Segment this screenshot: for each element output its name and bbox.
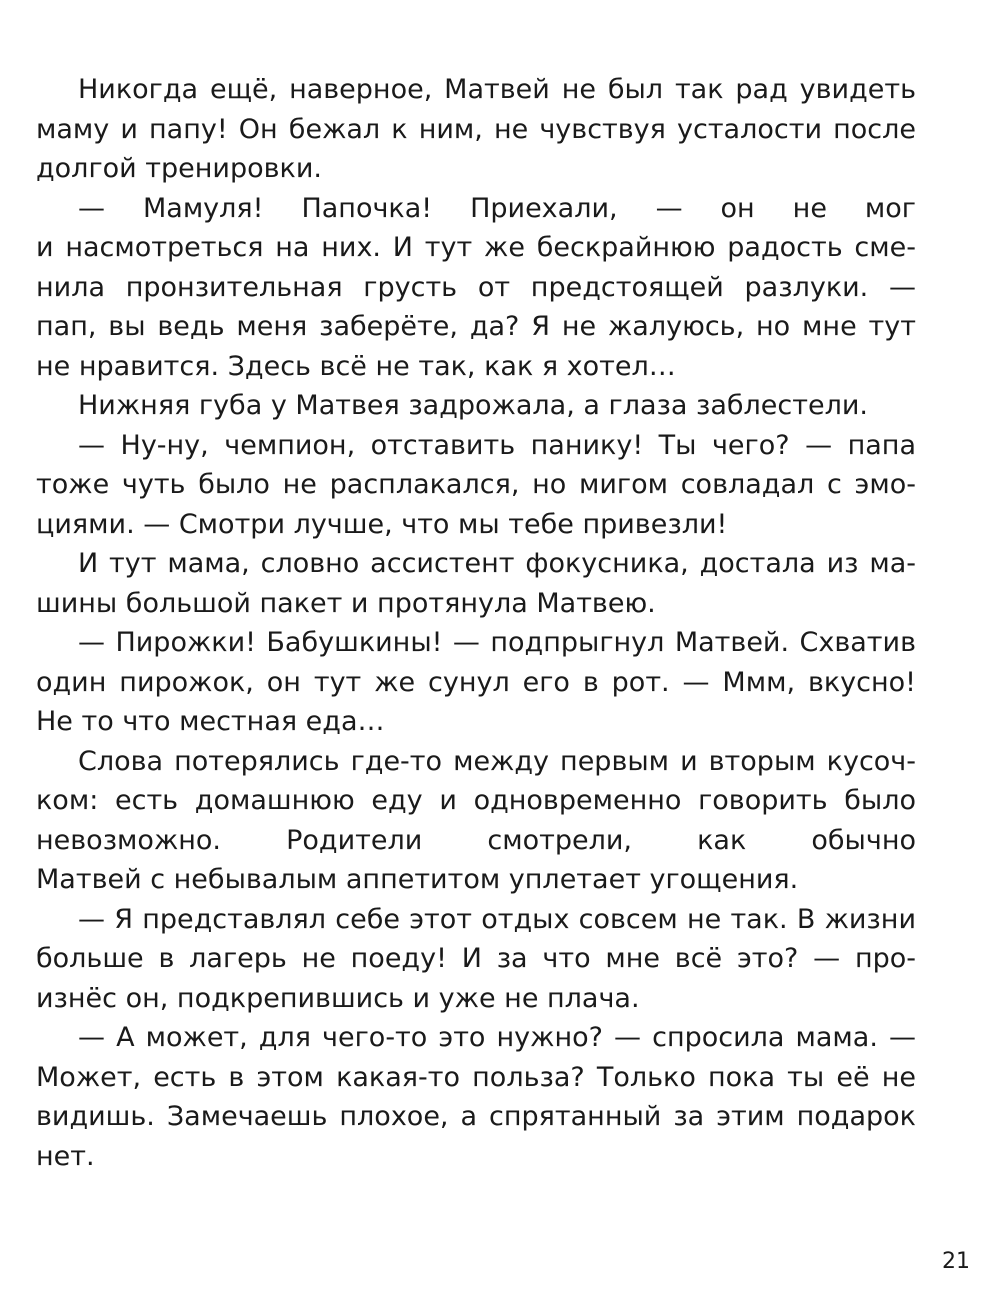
- text-line: Не то что местная еда…: [36, 706, 385, 737]
- text-line: больше в лагерь не поеду! И за что мне всё это? — про-: [36, 943, 916, 974]
- text-line: и насмотреться на них. И тут же бескрайнюю радость сме-: [36, 232, 916, 263]
- text-line: шины большой пакет и протянула Матвею.: [36, 587, 656, 619]
- text-line: — Мамуля! Папочка! Приехали, — он не мог: [78, 192, 916, 224]
- text-line: — Я представлял себе этот отдых совсем не так. В жизни: [78, 903, 916, 935]
- text-line: долгой тренировки.: [36, 153, 322, 184]
- text-line: циями. — Смотри лучше, что мы тебе привезли!: [36, 508, 728, 540]
- text-line: И тут мама, словно ассистент фокусника, достала из ма-: [78, 548, 916, 579]
- text-line: видишь. Замечаешь плохое, а спрятанный за этим подарок: [36, 1101, 916, 1132]
- text-line: не нравится. Здесь всё не так, как я хотел…: [36, 350, 676, 382]
- text-line: один пирожок, он тут же сунул его в рот. — Ммм, вкусно!: [36, 666, 916, 698]
- text-line: маму и папу! Он бежал к ним, не чувствуя усталости после: [36, 113, 916, 145]
- text-line: Может, есть в этом какая-то польза? Только пока ты её не: [36, 1061, 916, 1093]
- text-line: пап, вы ведь меня заберёте, да? Я не жалуюсь, но мне тут: [36, 311, 916, 342]
- text-line: нет.: [36, 1140, 95, 1172]
- text-line: — Пирожки! Бабушкины! — подпрыгнул Матвей. Схватив: [78, 627, 916, 658]
- text-line: Никогда ещё, наверное, Матвей не был так рад увидеть: [78, 74, 916, 105]
- text-line: — Ну-ну, чемпион, отставить панику! Ты чего? — папа: [78, 429, 916, 461]
- text-line: тоже чуть было не расплакался, но мигом совладал с эмо-: [36, 469, 916, 500]
- text-line: Слова потерялись где-то между первым и вторым кусоч-: [78, 745, 916, 777]
- text-line: Нижняя губа у Матвея задрожала, а глаза заблестели.: [78, 390, 868, 421]
- text-line: изнёс он, подкрепившись и уже не плача.: [36, 982, 640, 1014]
- text-line: нила пронзительная грусть от предстоящей разлуки. —: [36, 271, 916, 303]
- page-number: 21: [942, 1249, 970, 1274]
- text-line: невозможно. Родители смотрели, как обычно: [36, 824, 916, 856]
- text-line: Матвей с небывалым аппетитом уплетает угощения.: [36, 864, 799, 895]
- text-line: ком: есть домашнюю еду и одновременно говорить было: [36, 785, 916, 816]
- text-line: — А может, для чего-то это нужно? — спросила мама. —: [78, 1022, 916, 1053]
- story-text: [36, 70, 916, 1176]
